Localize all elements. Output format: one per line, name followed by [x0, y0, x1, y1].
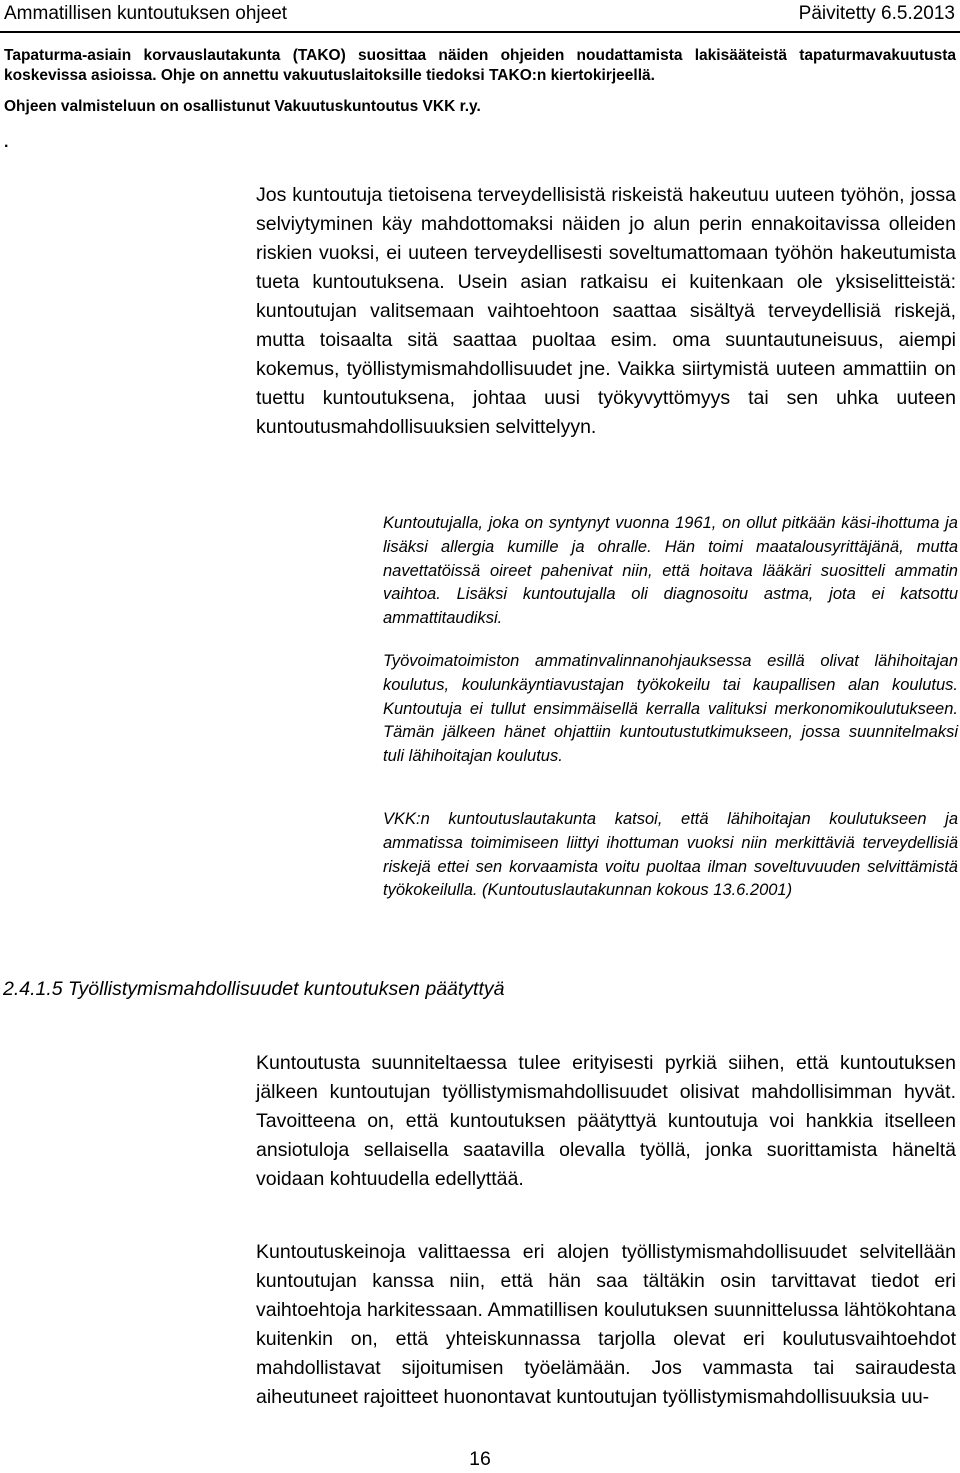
body-paragraph: Kuntoutuskeinoja valittaessa eri alojen työllistymismahdollisuudet selvitellään kuntoutujan kanssa niin, että hän saa tältäkin osin tarvittavat tiedot eri vaihtoehtoja harkitessaan. Ammatillisen koulutuksen suunnittelussa lähtökohtana kuitenkin on, että yhteiskunnassa tarjolla olevat eri koulutusvaihtoehdot mahdollistavat sijoitumisen työelämään. Jos vammasta tai sairaudesta aiheutuneet rajoitteet huonontavat kuntoutujan työllistymismahdollisuuksia uu-	[256, 1241, 956, 1408]
case-example-1	[383, 512, 958, 631]
header-rule	[0, 31, 960, 33]
intro-paragraph-tako: Tapaturma-asiain korvauslautakunta (TAKO) suosittaa näiden ohjeiden noudattamista lakisääteistä tapaturmavakuutusta koskevissa asioissa. Ohje on annettu vakuutuslaitoksille tiedoksi TAKO:n kiertokirjeellä.	[4, 47, 956, 84]
body-paragraph: Jos kuntoutuja tietoisena terveydellisistä riskeistä hakeutuu uuteen työhön, jossa selviytyminen käy mahdottomaksi näiden jo alun perin ennakoitavissa olleiden riskien vuoksi, ei uuteen terveydellisesti soveltumattomaan työhön hakeutumista tueta kuntoutuksena. Usein asian ratkaisu ei kuitenkaan ole yksiselitteistä: kuntoutujan valitsemaan vaihtoehtoon saattaa sisältyä terveydellisiä riskejä, mutta toisaalta sitä saattaa puoltaa esim. oma suuntautuneisuus, aiempi kokemus, työllistymismahdollisuudet jne. Vaikka siirtymistä uuteen ammattiin on tuettu kuntoutuksena, johtaa uusi työkyvyttömyys tai sen uhka uuteen kuntoutusmahdollisuuksien selvittelyyn.	[256, 184, 956, 438]
section-paragraph-1	[256, 1049, 956, 1194]
case-paragraph: Kuntoutujalla, joka on syntynyt vuonna 1961, on ollut pitkään käsi-ihottuma ja lisäksi allergia kumille ja ohralle. Hän toimi maatalousyrittäjänä, mutta navettatöissä oireet pahenivat niin, että hoitava lääkäri suositteli ammatin vaihtoa. Lisäksi kuntoutujalla oli diagnosoitu astma, jota ei katsottu ammattitaudiksi.	[383, 514, 958, 628]
case-example-3	[383, 808, 958, 903]
intro-paragraph-vkk: Ohjeen valmisteluun on osallistunut Vakuutuskuntoutus VKK r.y.	[4, 98, 481, 115]
case-paragraph: Työvoimatoimiston ammatinvalinnanohjauksessa esillä olivat lähihoitajan koulutus, koulunkäyntiavustajan työkokeilu tai kaupallisen alan koulutus. Kuntoutuja ei tullut ensimmäisellä kerralla valituksi merkonomikoulutukseen. Tämän jälkeen hänet ohjattiin kuntoutustutkimukseen, jossa suunnitelmaksi tuli lähihoitajan koulutus.	[383, 652, 958, 766]
page-number: 16	[469, 1448, 491, 1470]
main-paragraph-1	[256, 181, 956, 442]
updated-date: Päivitetty 6.5.2013	[798, 3, 955, 24]
intro-block	[4, 46, 956, 117]
case-paragraph: VKK:n kuntoutuslautakunta katsoi, että lähihoitajan koulutukseen ja ammatissa toimimiseen liittyi ihottuman vuoksi niin merkittäviä terveydellisiä riskejä ettei sen korvaamista voitu puoltaa ilman soveltuvuuden selvittämistä työkokeilulla. (Kuntoutuslautakunnan kokous 13.6.2001)	[383, 810, 958, 900]
section-paragraph-2	[256, 1238, 956, 1412]
page-header	[0, 0, 960, 33]
section-heading: 2.4.1.5 Työllistymismahdollisuudet kuntoutuksen päätyttyä	[3, 978, 505, 1000]
case-example-2	[383, 650, 958, 769]
body-paragraph: Kuntoutusta suunniteltaessa tulee erityisesti pyrkiä siihen, että kuntoutuksen jälkeen kuntoutujan työllistymismahdollisuudet olisivat mahdollisimman hyvät. Tavoitteena on, että kuntoutuksen päätyttyä kuntoutuja voi hankkia itselleen ansiotuloja sellaisella saatavilla olevalla työllä, jonka suorittamista häneltä voidaan kohtuudella edellyttää.	[256, 1052, 956, 1190]
stray-dot: .	[4, 134, 9, 151]
document-title: Ammatillisen kuntoutuksen ohjeet	[4, 3, 288, 24]
